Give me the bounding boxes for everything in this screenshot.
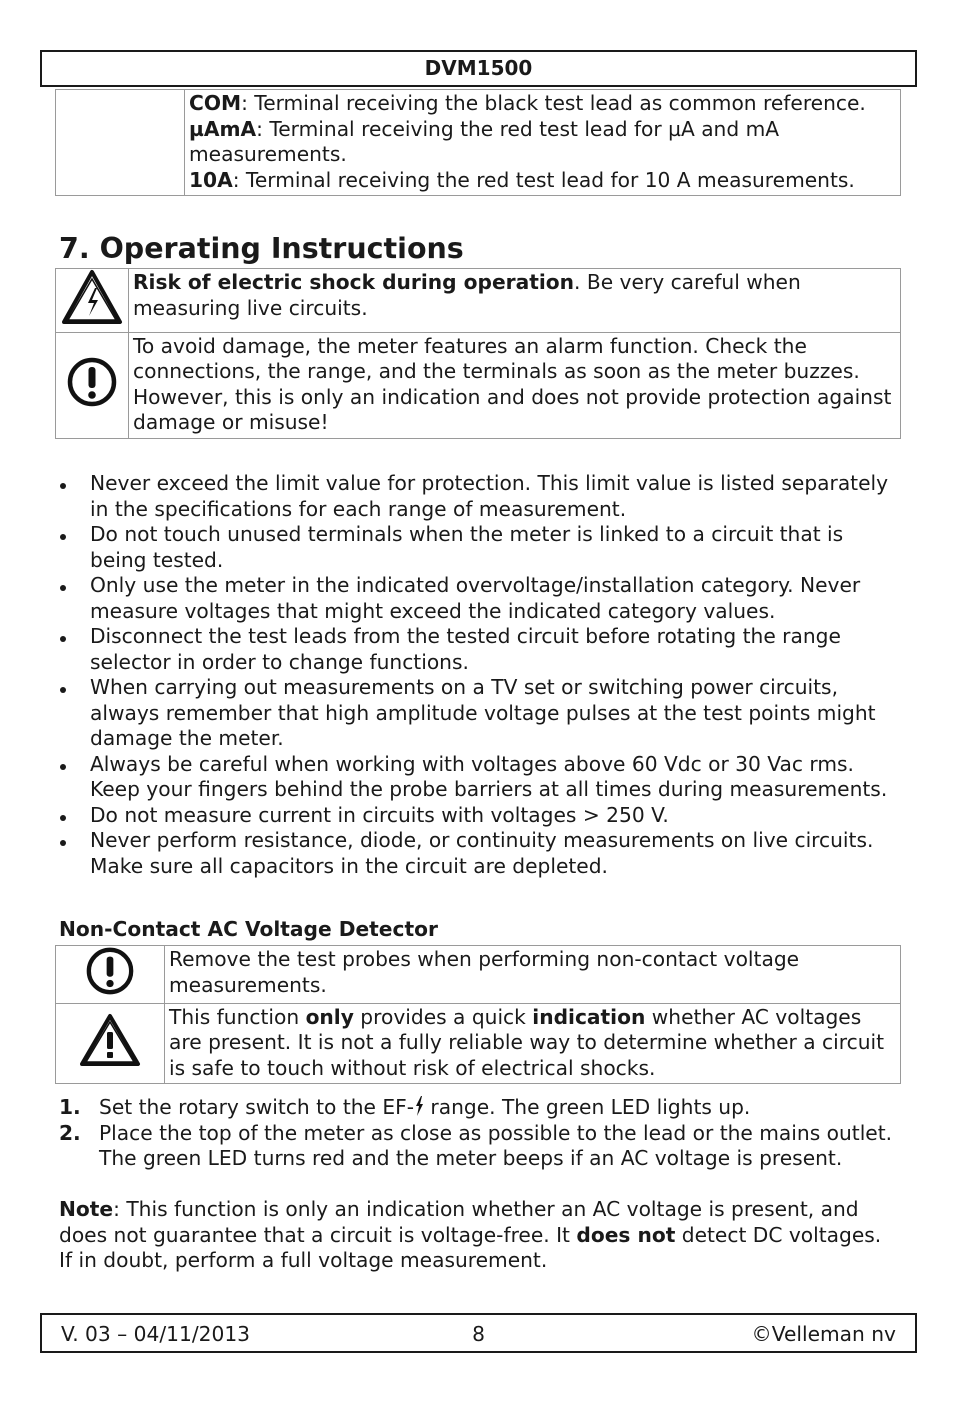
exclamation-circle-icon bbox=[84, 977, 136, 1001]
list-item: Only use the meter in the indicated overvoltage/installation category. Never measure voltages that might exceed the indicated category values. bbox=[59, 573, 899, 624]
note-paragraph: Note: This function is only an indication whether an AC voltage is present, and does not guarantee that a circuit is voltage-free. It does not detect DC voltages. If in doubt, perform a full voltage measurement. bbox=[59, 1197, 882, 1272]
terminal-descriptions bbox=[185, 90, 901, 196]
section-heading: 7. Operating Instructions bbox=[59, 232, 464, 265]
document-title: DVM1500 bbox=[424, 56, 533, 80]
procedure-steps bbox=[59, 1095, 899, 1172]
page-footer bbox=[40, 1313, 917, 1353]
terminal-com: COM: Terminal receiving the black test lead as common reference. bbox=[189, 91, 866, 115]
list-item: When carrying out measurements on a TV set or switching power circuits, always remember that high amplitude voltage pulses at the test points might damage the meter. bbox=[59, 675, 899, 752]
warning-icon-cell bbox=[56, 269, 129, 333]
list-item: 2. Place the top of the meter as close as possible to the lead or the mains outlet. The green LED turns red and the meter beeps if an AC voltage is present. bbox=[59, 1120, 893, 1170]
list-item: Do not measure current in circuits with voltages > 250 V. bbox=[59, 803, 899, 829]
terminal-uama: µAmA: Terminal receiving the red test lead for µA and mA measurements. bbox=[189, 116, 780, 166]
subsection-heading: Non-Contact AC Voltage Detector bbox=[59, 917, 438, 941]
electric-shock-warning-icon bbox=[61, 306, 123, 330]
safety-bullet-list bbox=[59, 471, 899, 879]
terminal-10a: 10A: Terminal receiving the red test lead for 10 A measurements. bbox=[189, 167, 855, 192]
list-item: Disconnect the test leads from the tested circuit before rotating the range selector in order to change functions. bbox=[59, 624, 899, 675]
list-item: Never exceed the limit value for protection. This limit value is listed separately in the specifications for each range of measurement. bbox=[59, 471, 899, 522]
noncontact-table bbox=[55, 945, 901, 1084]
exclamation-circle-icon bbox=[66, 389, 118, 413]
warning-table bbox=[55, 268, 901, 439]
list-item: 1. Set the rotary switch to the EF- range. The green LED lights up. bbox=[59, 1095, 751, 1119]
caution-icon-cell bbox=[56, 332, 129, 438]
lightning-bolt-icon bbox=[414, 1096, 424, 1116]
list-item: Do not touch unused terminals when the meter is linked to a circuit that is being tested. bbox=[59, 522, 899, 573]
terminal-image-cell bbox=[56, 90, 185, 196]
page-number: 8 bbox=[472, 1322, 485, 1346]
copyright: ©Velleman nv bbox=[751, 1322, 896, 1346]
warning-icon-cell bbox=[56, 1003, 165, 1084]
shock-warning-text: Risk of electric shock during operation. Be very careful when measuring live circuits. bbox=[129, 269, 901, 333]
caution-icon-cell bbox=[56, 946, 165, 1004]
list-item: Never perform resistance, diode, or continuity measurements on live circuits. Make sure all capacitors in the circuit are depleted. bbox=[59, 828, 899, 879]
warning-triangle-icon bbox=[79, 1048, 141, 1072]
remove-probes-text: Remove the test probes when performing non-contact voltage measurements. bbox=[165, 946, 901, 1004]
list-item: Always be careful when working with voltages above 60 Vdc or 30 Vac rms. Keep your fingers behind the probe barriers at all times during measurements. bbox=[59, 752, 899, 803]
terminal-table bbox=[55, 89, 901, 196]
version-date: V. 03 – 04/11/2013 bbox=[61, 1322, 251, 1346]
indication-text: This function only provides a quick indication whether AC voltages are present. It is not a fully reliable way to determine whether a circuit is safe to touch without risk of electrical shocks. bbox=[165, 1003, 901, 1084]
alarm-warning-text: To avoid damage, the meter features an alarm function. Check the connections, the range, and the terminals as soon as the meter buzzes. However, this is only an indication and does not provide protection against damage or misuse! bbox=[129, 332, 901, 438]
page-header bbox=[40, 50, 917, 87]
